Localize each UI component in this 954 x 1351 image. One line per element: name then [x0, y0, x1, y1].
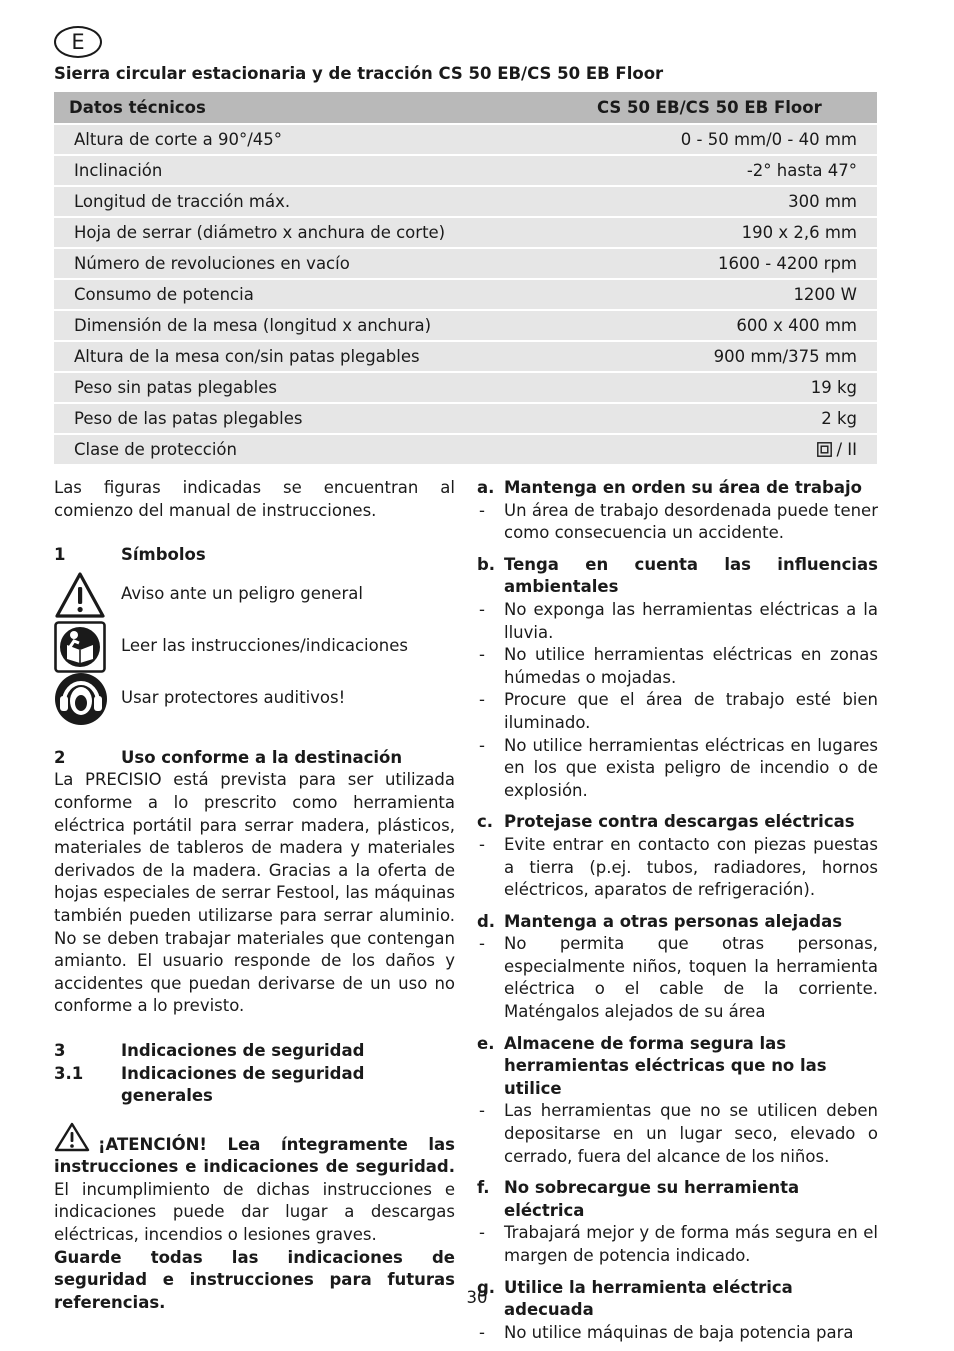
technical-data-table [54, 92, 877, 464]
safety-section [477, 1033, 878, 1169]
safety-section [477, 911, 878, 1024]
list-item: - Un área de trabajo desordenada puede tener como consecuencia un accidente. [477, 500, 878, 545]
section-3-heading [54, 1040, 455, 1063]
row-value: 600 x 400 mm [597, 309, 877, 340]
section-1-heading [54, 544, 455, 567]
section-letter: e. [477, 1033, 495, 1053]
list-item: - Evite entrar en contacto con piezas puestas a tierra (p.ej. tubos, radiadores, hornos eléctricos, aparatos de refrigeración). [477, 834, 878, 902]
section-heading [477, 911, 878, 934]
item-text: Las herramientas que no se utilicen deben depositarse en un lugar seco, elevado o cerrado, fuera del alcance de los niños. [504, 1101, 878, 1166]
list-item: - Trabajará mejor y de forma más segura en el margen de potencia indicado. [477, 1222, 878, 1267]
section-title: Indicaciones de seguridad [121, 1040, 365, 1060]
table-header-label: Datos técnicos [54, 92, 597, 123]
section-heading [477, 1033, 878, 1101]
table-row [54, 309, 877, 340]
item-text: No utilice máquinas de baja potencia para [504, 1322, 854, 1342]
read-manual-icon [54, 621, 121, 673]
list-item: - No utilice herramientas eléctricas en lugares en los que exista peligro de incendio o de explosión. [477, 735, 878, 803]
item-text: Evite entrar en contacto con piezas puestas a tierra (p.ej. tubos, radiadores, hornos eléctricos, aparatos de refrigeración). [504, 834, 878, 900]
section-title: Mantenga en orden su área de trabajo [504, 478, 862, 497]
row-value: 1600 - 4200 rpm [597, 247, 877, 278]
section-heading [477, 554, 878, 599]
language-code: E [71, 30, 85, 54]
row-label: Consumo de potencia [54, 278, 597, 309]
row-value: 300 mm [597, 185, 877, 216]
row-label: Hoja de serrar (diámetro x anchura de corte) [54, 216, 597, 247]
item-text: No utilice herramientas eléctricas en zonas húmedas o mojadas. [504, 645, 878, 687]
section-title: Símbolos [121, 545, 206, 565]
row-label: Altura de corte a 90°/45° [54, 123, 597, 154]
safety-section [477, 1277, 878, 1345]
item-text: Un área de trabajo desordenada puede tener como consecuencia un accidente. [504, 500, 878, 543]
row-value [597, 433, 877, 464]
row-label: Longitud de tracción máx. [54, 185, 597, 216]
safety-section [477, 1177, 878, 1267]
section-title: Tenga en cuenta las influencias ambientales [504, 554, 878, 597]
row-label: Número de revoluciones en vacío [54, 247, 597, 278]
section-letter: g. [477, 1277, 496, 1297]
section-letter: d. [477, 911, 496, 931]
list-item: - Las herramientas que no se utilicen deben depositarse en un lugar seco, elevado o cerrado, fuera del alcance de los niños. [477, 1100, 878, 1168]
section-number: 3.1 [54, 1063, 84, 1083]
table-row [54, 371, 877, 402]
section-letter: c. [477, 812, 494, 832]
table-row [54, 247, 877, 278]
page-number: 30 [466, 1288, 488, 1307]
item-text: No exponga las herramientas eléctricas a la lluvia. [504, 599, 878, 642]
right-column [477, 477, 878, 1344]
section-title: Almacene de forma segura las herramientas eléctricas que no las utilice [504, 1033, 827, 1098]
section-3-1-heading [54, 1063, 455, 1108]
document-title: Sierra circular estacionaria y de tracción CS 50 EB/CS 50 EB Floor [54, 64, 664, 83]
row-label: Peso de las patas plegables [54, 402, 597, 433]
safety-section [477, 811, 878, 901]
list-item: - No utilice herramientas eléctricas en zonas húmedas o mojadas. [477, 644, 878, 689]
section-letter: a. [477, 478, 495, 497]
section-heading [477, 811, 878, 834]
section-letter: f. [477, 1178, 490, 1198]
table-row [54, 154, 877, 185]
section-number: 1 [54, 545, 66, 565]
item-text: No permita que otras personas, especialmente niños, toquen la herramienta eléctrica o el cable de la corriente. Maténgalos alejados de su área [504, 934, 878, 1022]
intro-paragraph: Las figuras indicadas se encuentran al comienzo del manual de instrucciones. [54, 478, 455, 520]
row-value: 900 mm/375 mm [597, 340, 877, 371]
row-value: 1200 W [597, 278, 877, 309]
protection-class-text: / II [836, 440, 857, 459]
item-text: Trabajará mejor y de forma más segura en el margen de potencia indicado. [504, 1223, 878, 1265]
row-value: 190 x 2,6 mm [597, 216, 877, 247]
item-text: No utilice herramientas eléctricas en lugares en los que exista peligro de incendio o de explosión. [504, 735, 878, 800]
symbol-text: Usar protectores auditivos! [121, 688, 346, 708]
section-number: 3 [54, 1040, 66, 1060]
section-title: Indicaciones de seguridad generales [121, 1063, 365, 1106]
table-row [54, 433, 877, 464]
section-heading [477, 477, 878, 500]
attention-bold-text: ¡ATENCIÓN! Lea íntegramente las instrucciones e indicaciones de seguridad. [54, 1134, 455, 1177]
row-value: 0 - 50 mm/0 - 40 mm [597, 123, 877, 154]
section-2-body: La PRECISIO está prevista para ser utilizada conforme a lo prescrito como herramienta eléctrica portátil para serrar madera, plásticos, materiales de tableros de madera y materiales derivados de la madera. Gracias a la oferta de hojas especiales de serrar Festool, las máquinas también pueden utilizarse para serrar aluminio. No se deben trabajar materiales que contengan amianto. El usuario responde de los daños y accidentes que puedan derivarse de un uso no conforme a lo previsto. [54, 770, 455, 1016]
table-row [54, 278, 877, 309]
row-label: Dimensión de la mesa (longitud x anchura) [54, 309, 597, 340]
list-item: - No exponga las herramientas eléctricas a la lluvia. [477, 599, 878, 644]
item-text: Procure que el área de trabajo esté bien iluminado. [504, 690, 878, 732]
row-label: Peso sin patas plegables [54, 371, 597, 402]
safety-section [477, 477, 878, 545]
row-label: Inclinación [54, 154, 597, 185]
table-row [54, 123, 877, 154]
symbol-row [54, 621, 455, 673]
section-title: Uso conforme a la destinación [121, 747, 403, 767]
section-heading [477, 1177, 878, 1222]
attention-text: El incumplimiento de dichas instrucciones e indicaciones puede dar lugar a descargas eléctricas, incendios o lesiones graves. [54, 1179, 455, 1245]
section-number: 2 [54, 747, 66, 767]
row-value: -2° hasta 47° [597, 154, 877, 185]
row-value: 19 kg [597, 371, 877, 402]
table-row [54, 216, 877, 247]
section-title: No sobrecargue su herramienta eléctrica [504, 1178, 800, 1220]
list-item: - Procure que el área de trabajo esté bien iluminado. [477, 689, 878, 734]
table-row [54, 185, 877, 216]
section-2-heading [54, 747, 455, 770]
symbol-text: Aviso ante un peligro general [121, 584, 363, 604]
language-badge [54, 26, 102, 58]
list-item: - No permita que otras personas, especialmente niños, toquen la herramienta eléctrica o el cable de la corriente. Maténgalos alejados de su área [477, 933, 878, 1023]
symbol-text: Leer las instrucciones/indicaciones [121, 636, 408, 656]
keep-instructions-paragraph: Guarde todas las indicaciones de seguridad e instrucciones para futuras referencias. [54, 1247, 455, 1312]
section-title: Utilice la herramienta eléctrica adecuada [504, 1277, 793, 1320]
list-item: - No utilice máquinas de baja potencia para [477, 1322, 878, 1345]
double-insulation-icon [817, 442, 832, 457]
table-header-value: CS 50 EB/CS 50 EB Floor [597, 92, 877, 123]
section-title: Protejase contra descargas eléctricas [504, 812, 855, 832]
table-row [54, 402, 877, 433]
left-column [54, 477, 455, 1314]
attention-paragraph [54, 1122, 455, 1247]
section-title: Mantenga a otras personas alejadas [504, 911, 843, 931]
warning-triangle-icon [54, 1122, 94, 1152]
table-row [54, 340, 877, 371]
row-label: Clase de protección [54, 433, 597, 464]
row-value: 2 kg [597, 402, 877, 433]
safety-section [477, 554, 878, 803]
row-label: Altura de la mesa con/sin patas plegables [54, 340, 597, 371]
section-letter: b. [477, 554, 496, 574]
table-header-row [54, 92, 877, 123]
symbol-row [54, 569, 455, 621]
warning-triangle-icon [54, 571, 121, 619]
symbol-row [54, 673, 455, 725]
ear-protection-icon [54, 672, 121, 726]
